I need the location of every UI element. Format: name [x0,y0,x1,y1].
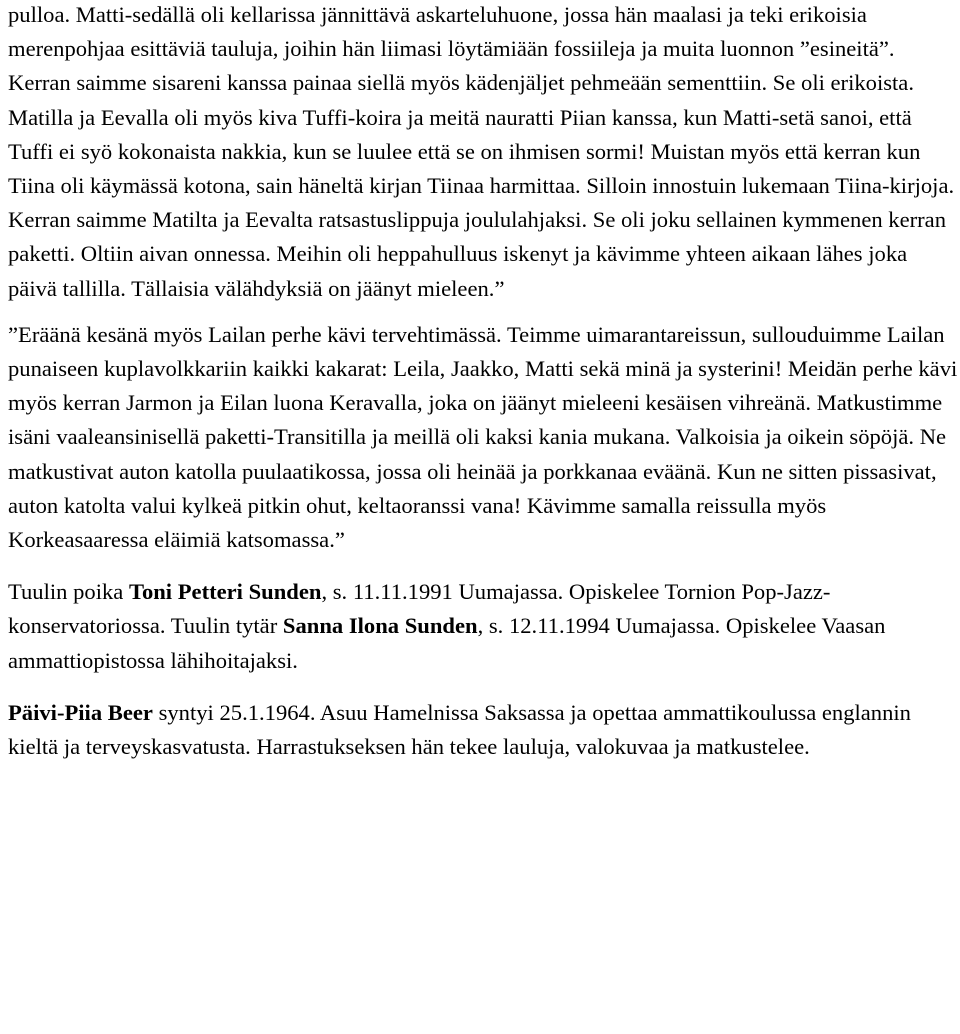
paragraph-paivi-piia [8,696,958,764]
text-segment: , s. 11.11.1991 Uumajassa. Opiskelee Tornion Pop-Jazz-konservatoriossa. Tuulin tytär [8,579,831,639]
paragraph-gap [8,306,958,318]
text-segment: Tuulin poika [8,579,129,605]
paragraph-tuuli-children [8,575,958,678]
paragraph-memories-matti: pulloa. Matti-sedällä oli kellarissa jännittävä askarteluhuone, jossa hän maalasi ja teki erikoisia merenpohjaa esittäviä tauluja, joihin hän liimasi löytämiään fossiileja ja muita luonnon ”esineitä”. Kerran saimme sisareni kanssa painaa siellä myös kädenjäljet pehmeään sementtiin. Se oli erikoista. Matilla ja Eevalla oli myös kiva Tuffi-koira ja meitä nauratti Piian kanssa, kun Matti-setä sanoi, että Tuffi ei syö kokonaista nakkia, kun se luulee että se on ihmisen sormi! Muistan myös että kerran kun Tiina oli käymässä kotona, sain häneltä kirjan Tiinaa harmittaa. Silloin innostuin lukemaan Tiina-kirjoja. Kerran saimme Matilta ja Eevalta ratsastuslippuja joululahjaksi. Se oli joku sellainen kymmenen kerran paketti. Oltiin aivan onnessa. Meihin oli heppahulluus iskenyt ja kävimme yhteen aikaan lähes joka päivä tallilla. Tällaisia välähdyksiä on jäänyt mieleen.” [8,2,955,301]
document-page [8,0,958,764]
paragraph-gap [8,557,958,575]
person-name-paivi-piia: Päivi-Piia Beer [8,699,153,725]
paragraph-gap [8,678,958,696]
paragraph-memories-laila: ”Eräänä kesänä myös Lailan perhe kävi tervehtimässä. Teimme uimarantareissun, sullouduimme Lailan punaiseen kuplavolkkariin kaikki kakarat: Leila, Jaakko, Matti sekä minä ja systerini! Meidän perhe kävi myös kerran Jarmon ja Eilan luona Keravalla, joka on jäänyt mieleeni kesäisen vihreänä. Matkustimme isäni vaaleansinisellä paketti-Transitilla ja meillä oli kaksi kania mukana. Valkoisia ja oikein söpöjä. Ne matkustivat auton katolla puulaatikossa, jossa oli heinää ja porkkanaa eväänä. Kun ne sitten pissasivat, auton katolta valui kylkeä pitkin ohut, keltaoranssi vana! Kävimme samalla reissulla myös Korkeasaaressa eläimiä katsomassa.” [8,321,958,553]
text-segment: syntyi 25.1.1964. Asuu Hamelnissa Saksassa ja opettaa ammattikoulussa englannin kieltä ja terveyskasvatusta. Harrastukseksen hän tekee lauluja, valokuvaa ja matkustelee. [8,699,911,760]
person-name-toni: Toni Petteri Sunden [128,579,322,605]
text-segment: , s. 12.11.1994 Uumajassa. Opiskelee Vaasan ammattiopistossa lähihoitajaksi. [8,613,886,673]
person-name-sanna: Sanna Ilona Sunden [282,613,478,639]
